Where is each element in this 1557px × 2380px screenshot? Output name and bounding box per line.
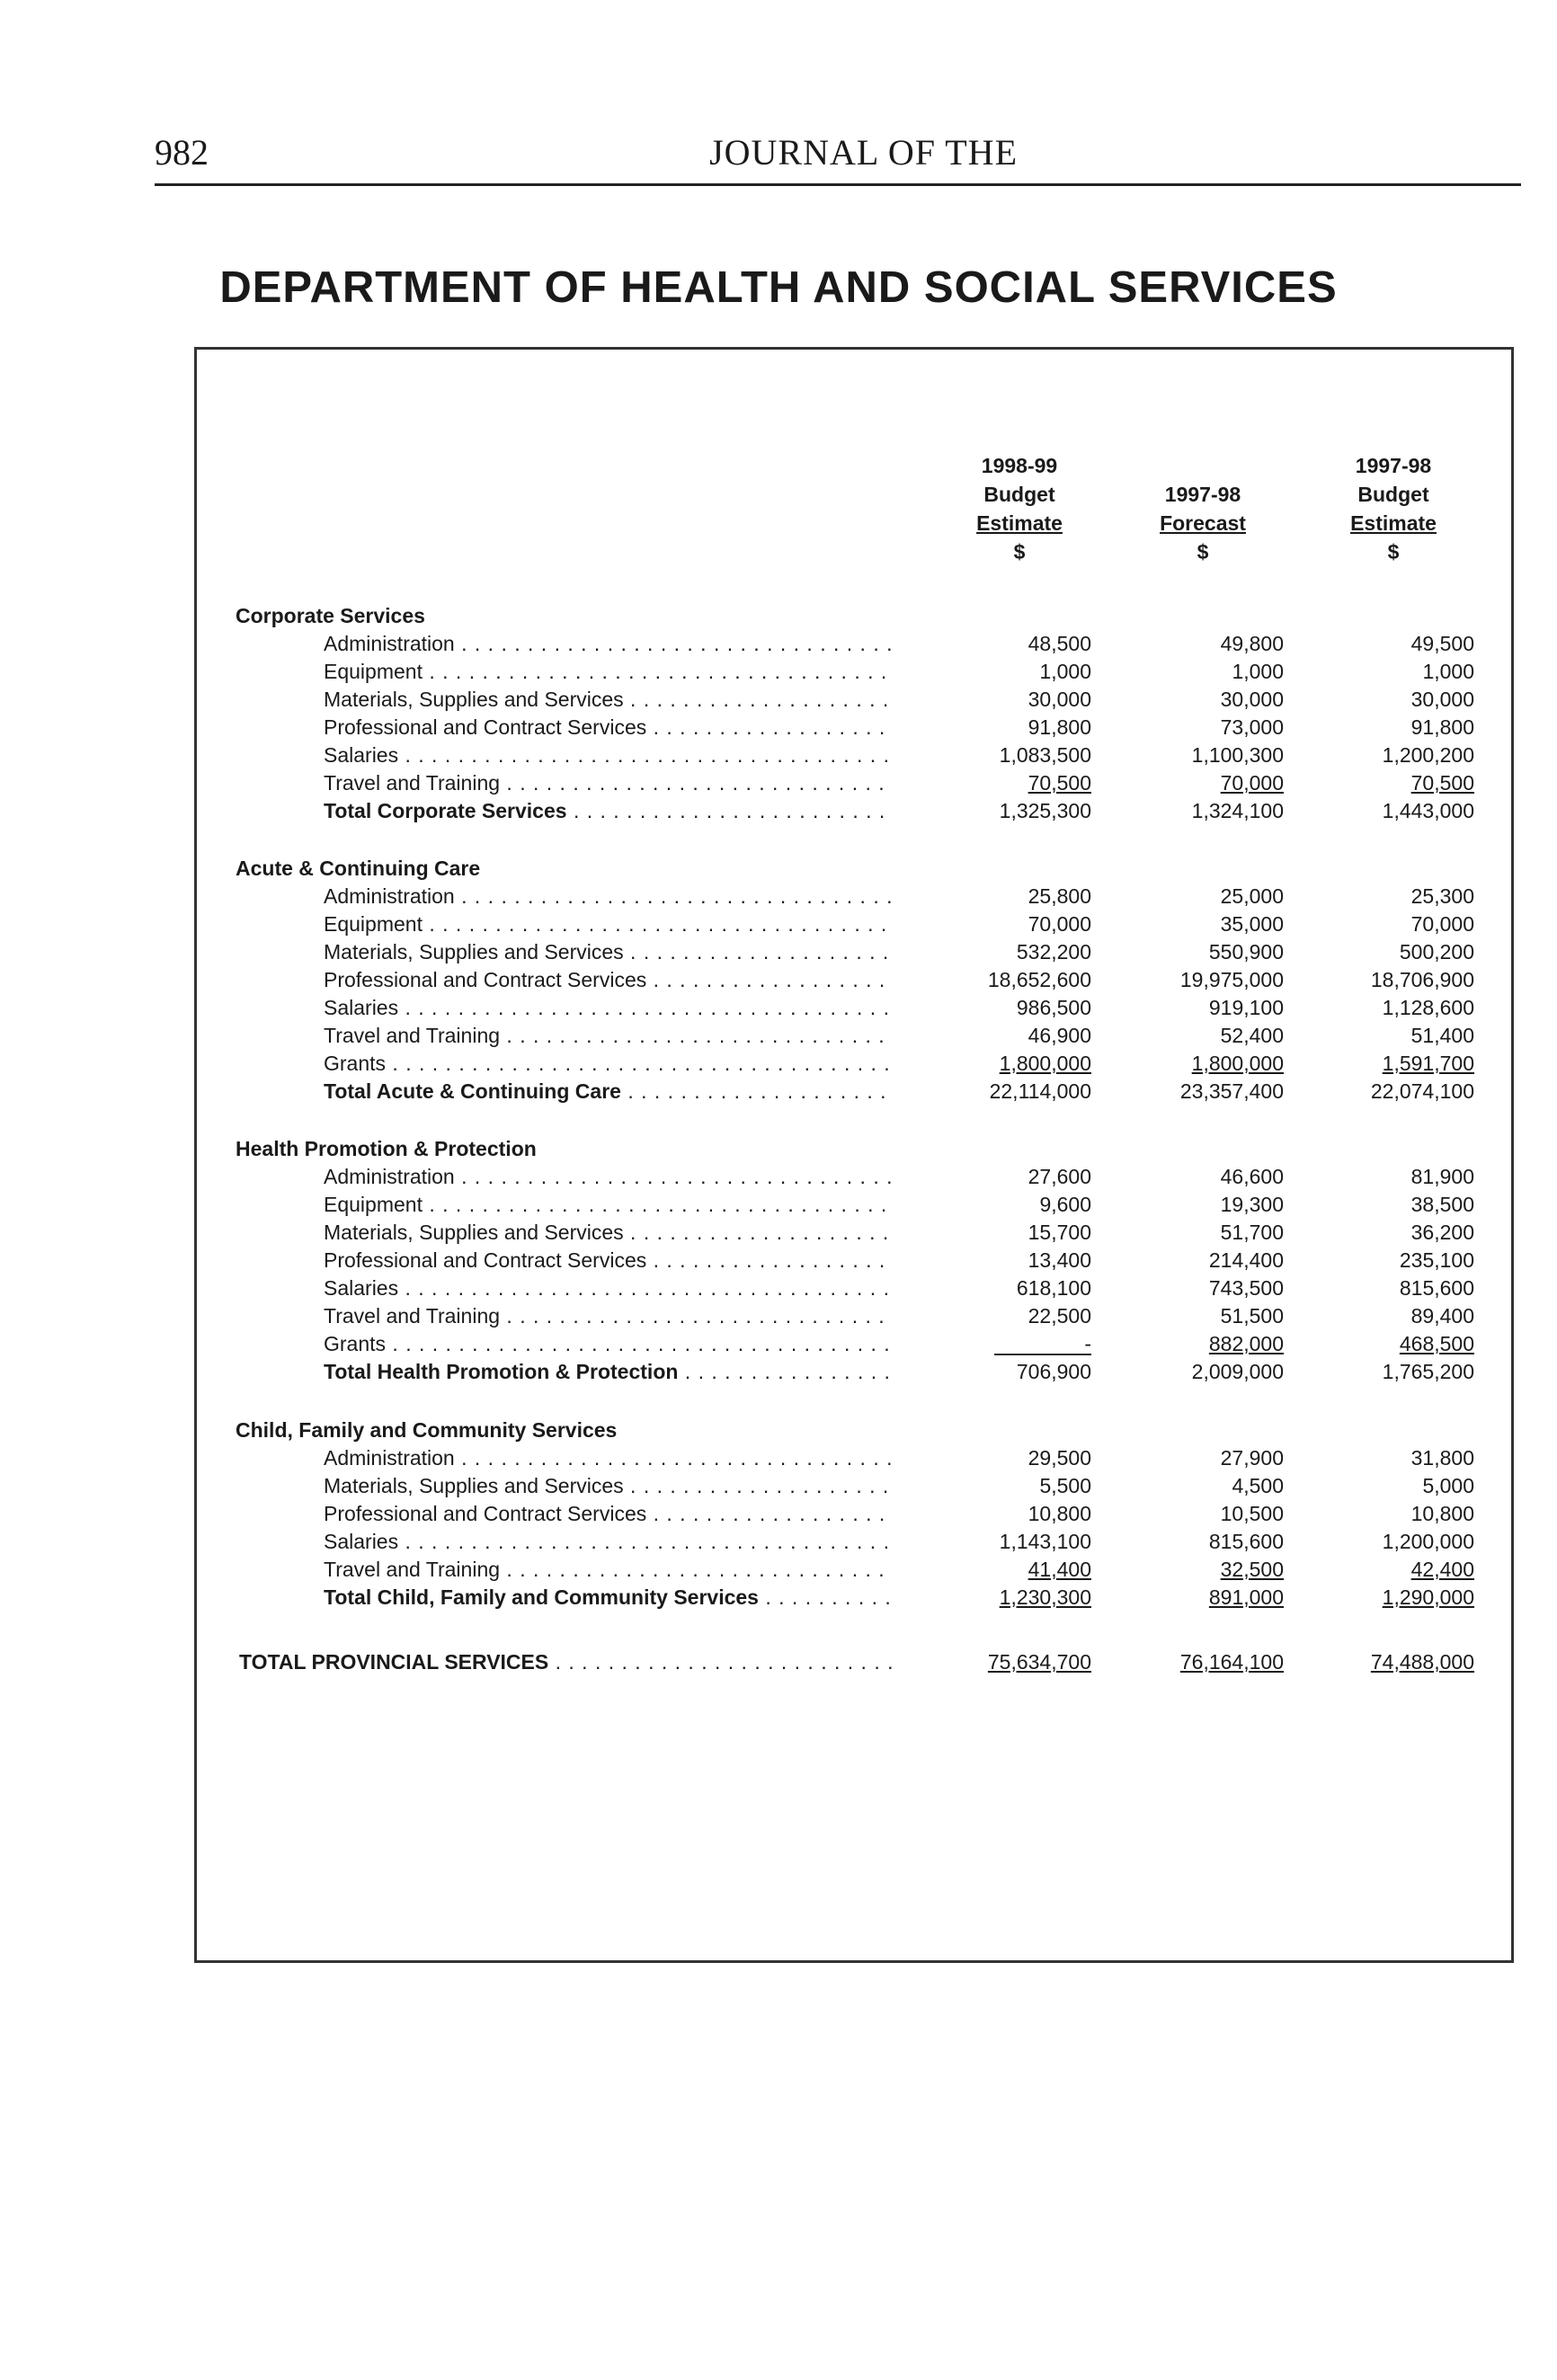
total-1997-98-forecast: 23,357,400 <box>1179 1079 1284 1103</box>
section-total-row <box>0 799 1557 827</box>
value-1998-99-estimate: 10,800 <box>1028 1502 1091 1525</box>
total-1998-99-estimate: 1,325,300 <box>999 799 1091 822</box>
value-1998-99-estimate: 986,500 <box>1016 996 1091 1019</box>
value-1997-98-forecast: 27,900 <box>1220 1446 1284 1470</box>
grand-total-row <box>0 1650 1557 1678</box>
value-1997-98-forecast: 70,000 <box>1220 771 1284 795</box>
total-1997-98-forecast: 1,324,100 <box>1191 799 1284 822</box>
table-row <box>0 968 1557 996</box>
table-row <box>0 1332 1557 1360</box>
value-1997-98-forecast: 4,500 <box>1232 1474 1284 1497</box>
department-title: DEPARTMENT OF HEALTH AND SOCIAL SERVICES <box>219 263 1338 312</box>
table-row <box>0 688 1557 715</box>
row-label: Equipment . . . <box>324 912 892 937</box>
table-row <box>0 1024 1557 1052</box>
row-label: Professional and Contract Services . . . <box>324 715 892 740</box>
row-label: Professional and Contract Services . . . <box>324 968 892 992</box>
table-row <box>0 884 1557 912</box>
value-1997-98-forecast: 1,800,000 <box>1191 1052 1284 1075</box>
value-1998-99-estimate: 70,500 <box>1028 771 1091 795</box>
value-1997-98-estimate: 468,500 <box>1399 1332 1474 1355</box>
value-1997-98-estimate: 815,600 <box>1399 1276 1474 1300</box>
value-1997-98-estimate: 49,500 <box>1410 632 1474 655</box>
value-1998-99-estimate: 15,700 <box>1028 1221 1091 1244</box>
value-1997-98-forecast: 1,000 <box>1232 660 1284 683</box>
section-total-row <box>0 1079 1557 1107</box>
grand-total-1997-98-forecast: 76,164,100 <box>1179 1650 1284 1674</box>
value-1998-99-estimate: 25,800 <box>1028 884 1091 908</box>
row-label: Travel and Training . . . <box>324 771 892 795</box>
row-label: Administration . . . <box>324 632 892 656</box>
table-row <box>0 1502 1557 1530</box>
value-1997-98-forecast: 882,000 <box>1208 1332 1284 1355</box>
value-1997-98-estimate: 18,706,900 <box>1370 968 1474 991</box>
value-1998-99-estimate: 29,500 <box>1028 1446 1091 1470</box>
value-1997-98-estimate: 31,800 <box>1410 1446 1474 1470</box>
row-label: Grants . . . <box>324 1332 892 1356</box>
row-label: Professional and Contract Services . . . <box>324 1248 892 1273</box>
value-1998-99-estimate: 5,500 <box>1039 1474 1091 1497</box>
value-1997-98-forecast: 35,000 <box>1220 912 1284 936</box>
row-label: Salaries . . . <box>324 1276 892 1301</box>
value-1997-98-forecast: 25,000 <box>1220 884 1284 908</box>
value-1997-98-estimate: 1,200,200 <box>1382 743 1474 767</box>
value-1998-99-estimate: 41,400 <box>1028 1558 1091 1581</box>
value-1997-98-forecast: 743,500 <box>1208 1276 1284 1300</box>
row-label: Materials, Supplies and Services . . . <box>324 940 892 964</box>
column-header-1998-99-estimate: 1998-99 Budget Estimate $ <box>976 454 1063 564</box>
value-1997-98-estimate: 38,500 <box>1410 1193 1474 1216</box>
row-label: Administration . . . <box>324 1446 892 1470</box>
value-1997-98-forecast: 19,975,000 <box>1179 968 1284 991</box>
value-1997-98-forecast: 815,600 <box>1208 1530 1284 1553</box>
value-1997-98-forecast: 73,000 <box>1220 715 1284 739</box>
value-1997-98-forecast: 51,700 <box>1220 1221 1284 1244</box>
value-1998-99-estimate: 70,000 <box>1028 912 1091 936</box>
value-1997-98-forecast: 919,100 <box>1208 996 1284 1019</box>
value-1998-99-estimate: 9,600 <box>1039 1193 1091 1216</box>
section-total-row <box>0 1585 1557 1613</box>
total-label: Total Health Promotion & Protection . . . <box>324 1360 892 1384</box>
table-row <box>0 1474 1557 1502</box>
table-row <box>0 1193 1557 1221</box>
table-row <box>0 743 1557 771</box>
value-1997-98-estimate: 10,800 <box>1410 1502 1474 1525</box>
row-label: Materials, Supplies and Services . . . <box>324 1221 892 1245</box>
value-1998-99-estimate: 1,083,500 <box>999 743 1091 767</box>
value-1997-98-estimate: 42,400 <box>1410 1558 1474 1581</box>
table-row <box>0 715 1557 743</box>
value-1997-98-estimate: 36,200 <box>1410 1221 1474 1244</box>
row-label: Professional and Contract Services . . . <box>324 1502 892 1526</box>
table-row <box>0 940 1557 968</box>
value-1997-98-estimate: 5,000 <box>1422 1474 1474 1497</box>
value-1998-99-estimate: 618,100 <box>1016 1276 1091 1300</box>
total-1998-99-estimate: 706,900 <box>1016 1360 1091 1383</box>
total-1998-99-estimate: 22,114,000 <box>989 1079 1091 1103</box>
value-1997-98-estimate: 30,000 <box>1410 688 1474 711</box>
table-row <box>0 771 1557 799</box>
value-1997-98-forecast: 52,400 <box>1220 1024 1284 1047</box>
value-1997-98-estimate: 500,200 <box>1399 940 1474 964</box>
total-1997-98-estimate: 22,074,100 <box>1370 1079 1474 1103</box>
value-1997-98-forecast: 51,500 <box>1220 1304 1284 1328</box>
row-label: Salaries . . . <box>324 996 892 1020</box>
row-label: Materials, Supplies and Services . . . <box>324 1474 892 1498</box>
value-1998-99-estimate: 48,500 <box>1028 632 1091 655</box>
value-1998-99-estimate: 1,800,000 <box>999 1052 1091 1075</box>
total-1997-98-forecast: 891,000 <box>1208 1585 1284 1609</box>
nil-value-dash: - <box>994 1334 1091 1355</box>
page-number: 982 <box>155 132 209 173</box>
total-1997-98-forecast: 2,009,000 <box>1191 1360 1284 1383</box>
section-heading: Health Promotion & Protection <box>236 1137 537 1160</box>
value-1997-98-forecast: 550,900 <box>1208 940 1284 964</box>
value-1997-98-forecast: 32,500 <box>1220 1558 1284 1581</box>
row-label: Travel and Training . . . <box>324 1558 892 1582</box>
table-row <box>0 632 1557 660</box>
value-1997-98-estimate: 1,200,000 <box>1382 1530 1474 1553</box>
value-1997-98-forecast: 10,500 <box>1220 1502 1284 1525</box>
total-label: Total Acute & Continuing Care . . . <box>324 1079 892 1104</box>
section-heading: Acute & Continuing Care <box>236 857 481 880</box>
total-1998-99-estimate: 1,230,300 <box>999 1585 1091 1609</box>
table-row <box>0 912 1557 940</box>
total-1997-98-estimate: 1,765,200 <box>1382 1360 1474 1383</box>
table-row <box>0 1221 1557 1248</box>
value-1998-99-estimate: 13,400 <box>1028 1248 1091 1272</box>
value-1997-98-estimate: 1,000 <box>1422 660 1474 683</box>
value-1998-99-estimate: 46,900 <box>1028 1024 1091 1047</box>
value-1998-99-estimate: 30,000 <box>1028 688 1091 711</box>
grand-total-1998-99-estimate: 75,634,700 <box>987 1650 1091 1674</box>
section-heading: Child, Family and Community Services <box>236 1418 618 1442</box>
running-head <box>155 126 1521 186</box>
row-label: Administration . . . <box>324 884 892 909</box>
table-row <box>0 1446 1557 1474</box>
row-label: Travel and Training . . . <box>324 1024 892 1048</box>
value-1997-98-estimate: 25,300 <box>1410 884 1474 908</box>
row-label: Administration . . . <box>324 1165 892 1189</box>
value-1998-99-estimate: 1,143,100 <box>999 1530 1091 1553</box>
journal-title: JOURNAL OF THE <box>709 132 1018 173</box>
table-row <box>0 1165 1557 1193</box>
value-1997-98-forecast: 46,600 <box>1220 1165 1284 1188</box>
value-1997-98-forecast: 19,300 <box>1220 1193 1284 1216</box>
value-1997-98-estimate: 91,800 <box>1410 715 1474 739</box>
value-1997-98-estimate: 81,900 <box>1410 1165 1474 1188</box>
value-1998-99-estimate: 91,800 <box>1028 715 1091 739</box>
section-heading: Corporate Services <box>236 604 425 627</box>
value-1997-98-forecast: 49,800 <box>1220 632 1284 655</box>
row-label: Materials, Supplies and Services . . . <box>324 688 892 712</box>
table-row <box>0 1304 1557 1332</box>
row-label: Grants . . . <box>324 1052 892 1076</box>
row-label: Equipment . . . <box>324 660 892 684</box>
value-1997-98-estimate: 235,100 <box>1399 1248 1474 1272</box>
value-1997-98-forecast: 1,100,300 <box>1191 743 1284 767</box>
value-1997-98-forecast: 30,000 <box>1220 688 1284 711</box>
value-1997-98-estimate: 70,500 <box>1410 771 1474 795</box>
value-1998-99-estimate: 1,000 <box>1039 660 1091 683</box>
table-row <box>0 1248 1557 1276</box>
row-label: Salaries . . . <box>324 1530 892 1554</box>
value-1998-99-estimate: 22,500 <box>1028 1304 1091 1328</box>
grand-total-label: TOTAL PROVINCIAL SERVICES . . . <box>239 1650 892 1674</box>
column-header-1997-98-estimate: 1997-98 Budget Estimate $ <box>1350 454 1437 564</box>
total-1997-98-estimate: 1,290,000 <box>1382 1585 1474 1609</box>
value-1997-98-estimate: 1,128,600 <box>1382 996 1474 1019</box>
row-label: Equipment . . . <box>324 1193 892 1217</box>
table-row <box>0 996 1557 1024</box>
value-1997-98-estimate: 51,400 <box>1410 1024 1474 1047</box>
total-label: Total Child, Family and Community Services . . . <box>324 1585 892 1610</box>
table-row <box>0 1276 1557 1304</box>
section-total-row <box>0 1360 1557 1388</box>
table-row <box>0 660 1557 688</box>
grand-total-1997-98-estimate: 74,488,000 <box>1370 1650 1474 1674</box>
value-1997-98-estimate: 70,000 <box>1410 912 1474 936</box>
value-1998-99-estimate <box>912 1332 1091 1356</box>
total-label: Total Corporate Services . . . <box>324 799 892 823</box>
value-1997-98-forecast: 214,400 <box>1208 1248 1284 1272</box>
value-1997-98-estimate: 89,400 <box>1410 1304 1474 1328</box>
total-1997-98-estimate: 1,443,000 <box>1382 799 1474 822</box>
table-row <box>0 1530 1557 1558</box>
table-row <box>0 1052 1557 1079</box>
value-1997-98-estimate: 1,591,700 <box>1382 1052 1474 1075</box>
value-1998-99-estimate: 27,600 <box>1028 1165 1091 1188</box>
column-header-1997-98-forecast: 1997-98 Forecast $ <box>1160 483 1246 564</box>
table-row <box>0 1558 1557 1585</box>
row-label: Travel and Training . . . <box>324 1304 892 1328</box>
value-1998-99-estimate: 532,200 <box>1016 940 1091 964</box>
value-1998-99-estimate: 18,652,600 <box>987 968 1091 991</box>
row-label: Salaries . . . <box>324 743 892 768</box>
